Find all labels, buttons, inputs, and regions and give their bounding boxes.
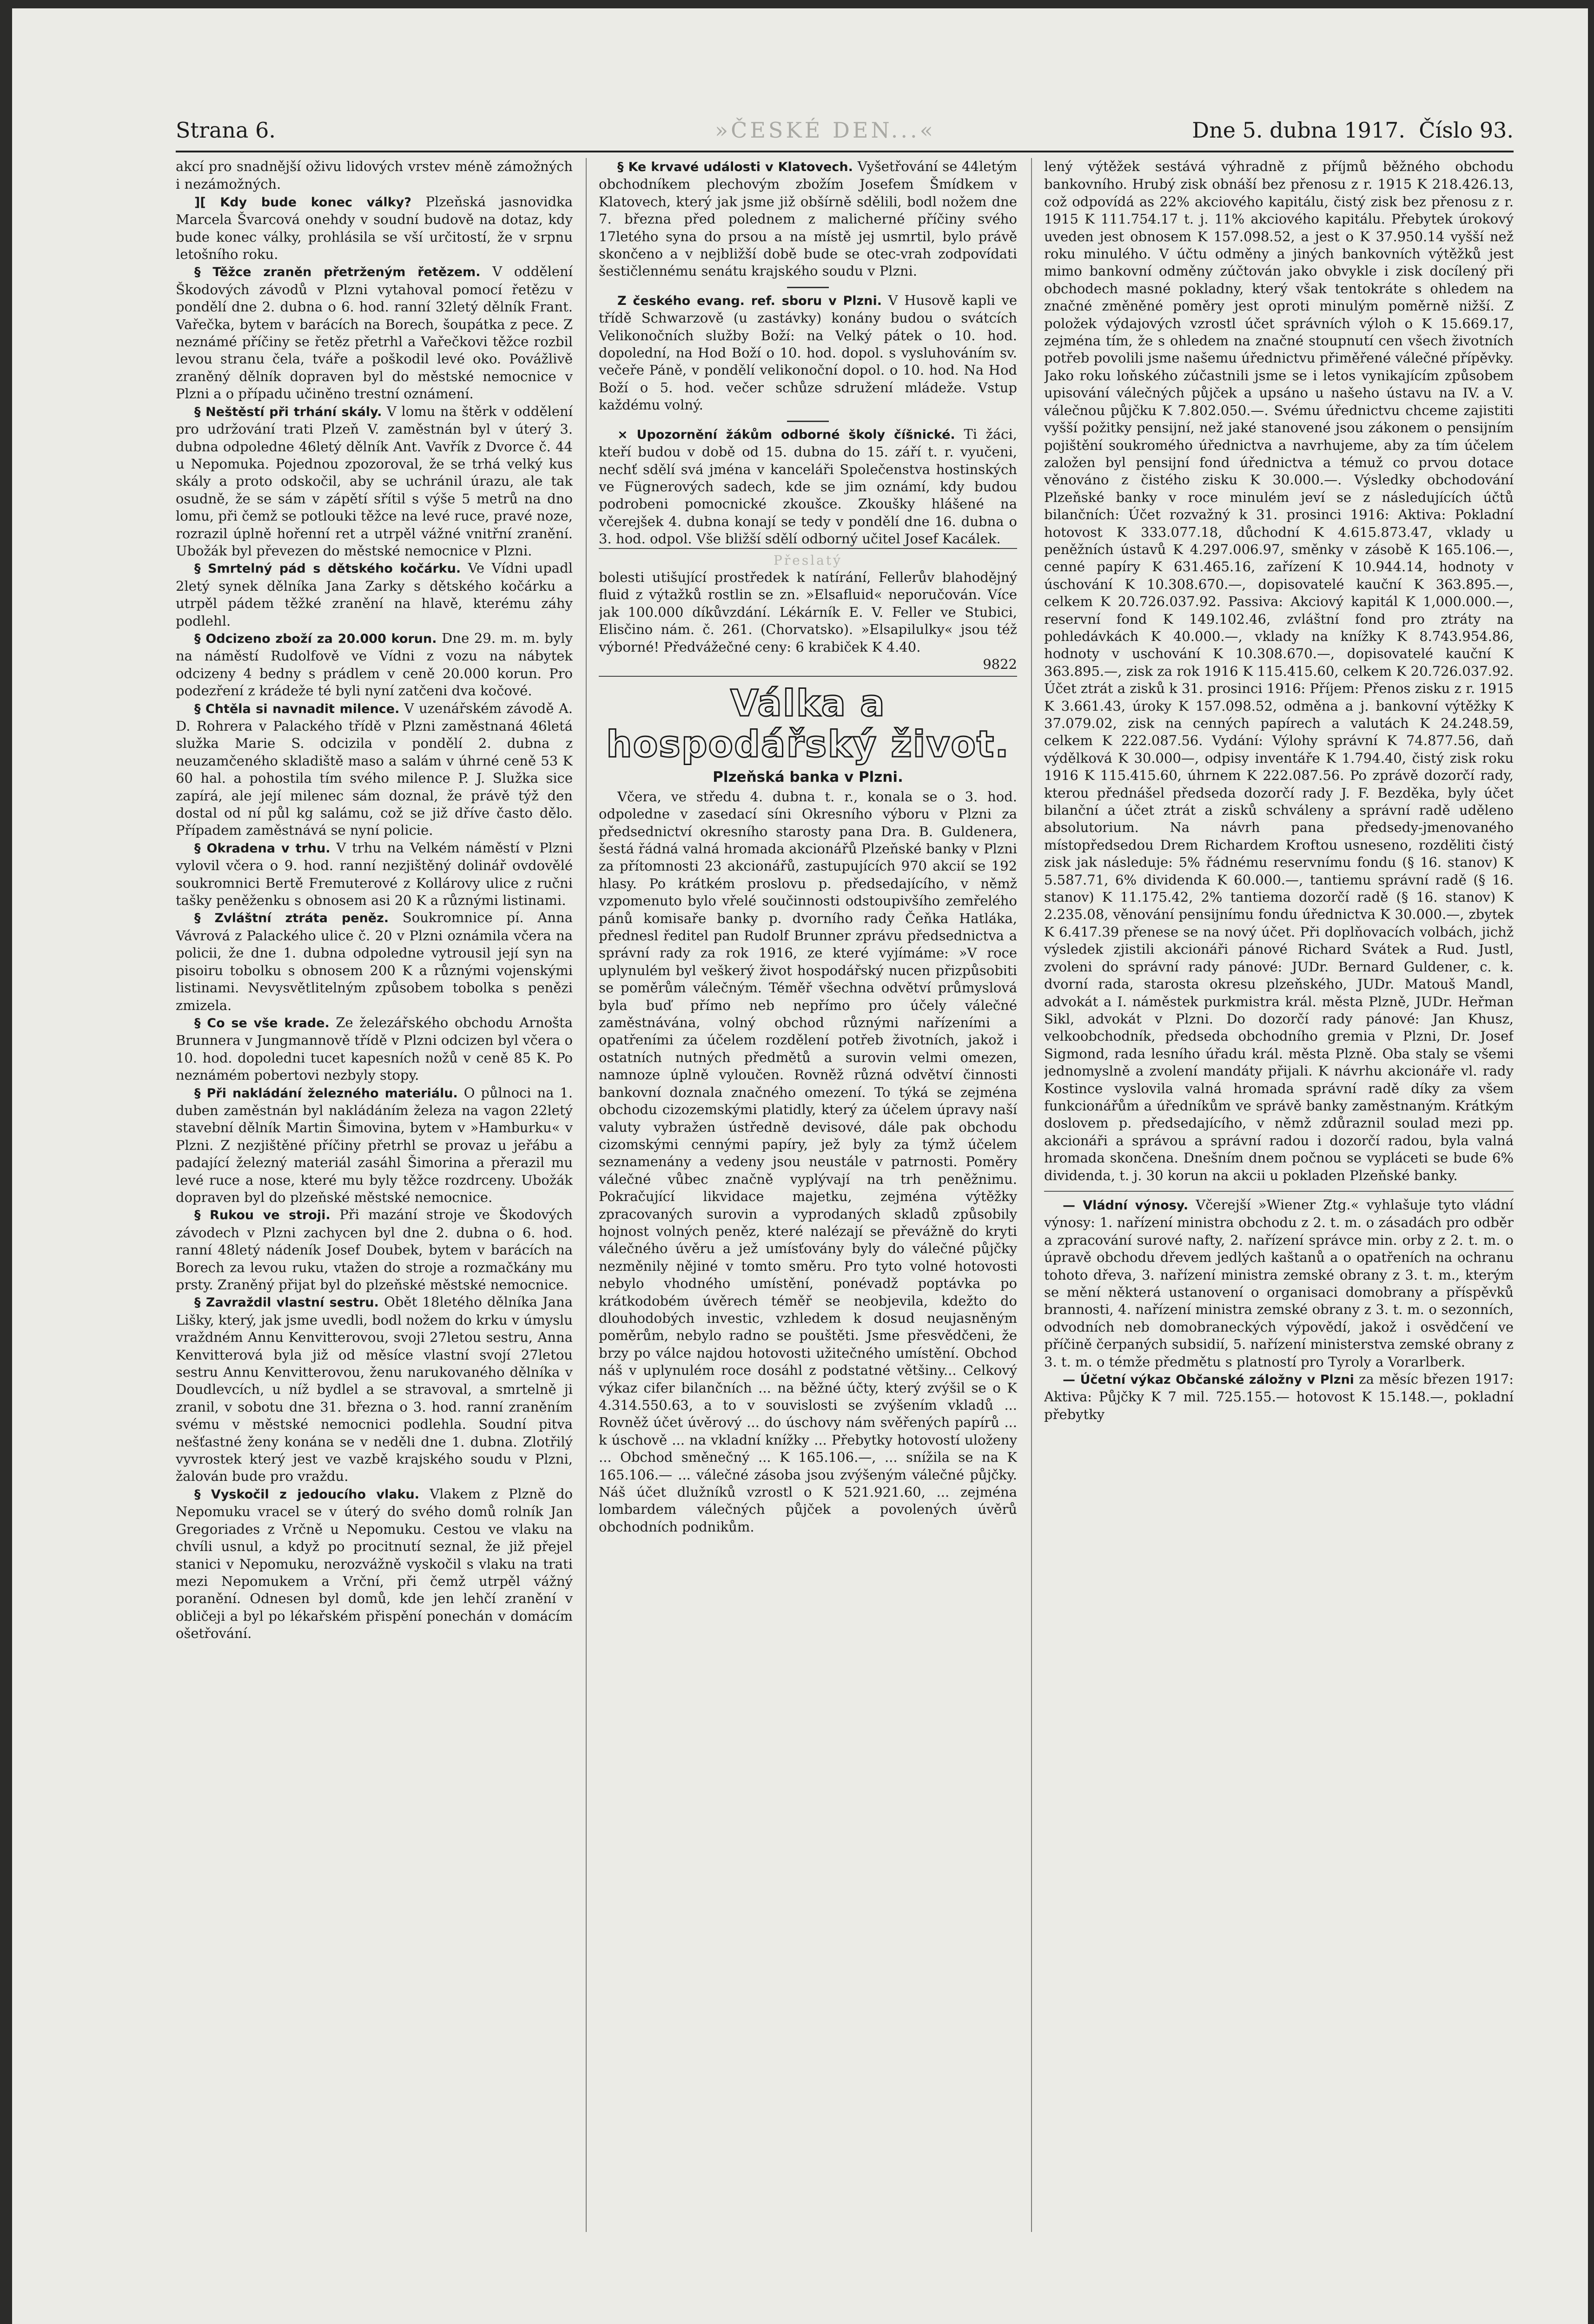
column-1 (176, 158, 573, 2232)
news-heading: § Zavraždil vlastní sestru. (194, 1295, 379, 1310)
news-item (176, 403, 573, 560)
news-body: Plzeňská jasnovidka Marcela Švarcová onehdy v soudní budově na dotaz, kdy bude konec války, prohlásila se vší určitostí, že v srpnu letošního roku. (176, 193, 573, 263)
news-heading: § Odcizeno zboží za 20.000 korun. (194, 631, 437, 646)
column-divider (586, 158, 587, 2232)
news-heading: § Vyskočil z jedoucího vlaku. (194, 1487, 420, 1502)
news-item (176, 193, 573, 264)
news-item (176, 630, 573, 700)
news-heading: § Ke krvavé události v Klatovech. (617, 160, 853, 174)
item-separator (1044, 1191, 1514, 1192)
news-heading: § Rukou ve stroji. (194, 1208, 331, 1223)
item-separator (787, 421, 829, 422)
news-item (176, 1014, 573, 1084)
news-heading: § Těžce zraněn přetrženým řetězem. (194, 265, 481, 280)
news-body: Dne 29. m. m. byly na náměstí Rudolfově ve Vídni z vozu na nábytek odcizeny 4 bedny s prádlem v ceně 20.000 korun. Pro podezření z krádeže té byli nyní zatčeni dva kočové. (176, 630, 573, 699)
news-item (176, 909, 573, 1014)
column-3 (1044, 158, 1514, 2232)
article-body: Včera, ve středu 4. dubna t. r., konala se o 3. hod. odpoledne v zasedací síni Okresního výboru v Plzni za předsednictví okresního starosty pana Dra. B. Guldenera, šestá řádná valná hromada akcionářů Plzeňské banky v Plzni za přítomnosti 23 akcionářů, zastupujících 970 akcií se 192 hlasy. Po krátkém proslovu p. předsedajícího, v němž vzpomenuto bylo vřelé součinnosti odstoupivšího zemřelého pánů komisaře banky p. dvorního rady Čeňka Hatláka, přednesl ředitel pan Rudolf Brunner zprávu předsednictva a správní rady za rok 1916, ze které vyjímáme: »V roce uplynulém byl veškerý život hospodářský nucen přizpůsobiti se poměrům válečným. Téměř všechna odvětví průmyslová byla buď přímo neb nepřímo pro účely válečné zaměstnávána, volný obchod různými nařízeními a opatřeními za účelem rozdělení potřeb životních, jakož i ostatních nutných předmětů a surovin velmi omezen, namnoze úplně vyloučen. Rovněž různá odvětví činnosti bankovní doznala značného omezení. To týká se zejména obchodu cizozemskými platidly, který za účelem úpravy naší valuty vybražen ústředně devisové, dále pak obchodu cizomskými cennými papíry, jež byly za týmž účelem seznamenány a vedeny jsou neustále v patrnosti. Poměry válečné vůbec značně vyplývají na trh peněžnimu. Pokračující likvidace majetku, zejména výtěžky zpracovaných surovin a vyprodaných skladů způsobily hojnost volných peněz, které nalézají se převážně do kryti válečného úvěru a jež umísťovány byly do válečné půjčky nezměnily nějiné v tomto směru. Pro tyto volné hotovosti nebylo vhodného umístění, ponévadž poptávka po krátkodobém úvěrech téměř se neobjevila, kdežto do dlouhodobých investic, vzhledem k dosud neujasněným poměrům, nebylo radno se pouštěti. Jsme přesvědčeni, že brzy po válce najdou hotovosti užitečného umístění. Obchod náš v uplynulém roce dosáhl z podstatné většiny... Celkový výkaz cifer bilančních ... na běžné účty, který zvýšil se o K 4.314.550.63, a to v souvislosti se zvýšením vkladů ... Rovněž účet úvěrový ... do úschovy nám svěřených papírů ... k úschově ... na vkladní knížky ... Přebytky hotovostí uloženy ... Obchod směnečný ... K 165.106.—, ... snížila se na K 165.106.— ... válečné zásoba jsou zvýšeným válečné půjčky. Náš účet dlužníků vzrostl o K 521.921.60, ... zejména lombardem válečných půjček a povolených úvěrů obchodních podnikům. (599, 788, 1017, 1535)
news-item (1044, 1371, 1514, 1423)
news-item (176, 700, 573, 839)
page-header (176, 112, 1514, 149)
news-body: Při mazání stroje ve Škodových závodech v Plzni zachycen byl dne 2. dubna o 6. hod. ranní 48letý nádeník Josef Doubek, bytem v barácích na Borech za levou ruku, vtažen do stroje a rozmačkány mu prsty. Zraněný přijat byl do plzeňské městské nemocnice. (176, 1207, 573, 1293)
news-body: Ti žáci, kteří budou v době od 15. dubna do 15. září t. r. vyučeni, nechť sdělí svá jména v kanceláři Společenstva hostinských ve Fügnerových sadech, kde se jim oznámí, kdy budou podrobeni pomocnické zkoušce. Zkoušky hlášené na včerejšek 4. dubna konají se tedy v pondělí dne 16. dubna o 3. hod. odpol. Vše bližší sdělí odborný učitel Josef Kacálek. (599, 426, 1017, 547)
news-body: V lomu na štěrk v oddělení pro udržování trati Plzeň V. zaměstnán byl v úterý 3. dubna odpoledne 46letý dělník Ant. Vavřík z Dvorce č. 44 u Nepomuka. Pojednou zpozoroval, že se trhá velký kus skály a proto odskočil, aby se uchránil úrazu, ale tak osudně, že se sám v zápětí sřítil s výše 5 metrů na dno lomu, při čemž se potlouki těžce na levé ruce, pravé noze, rozrazil úplně hořenní ret a utrpěl vážné vnitřní zranění. Ubožák byl převezen do městské nemocnice v Plzni. (176, 403, 573, 559)
news-item (599, 158, 1017, 280)
article-continuation (1044, 158, 1514, 1184)
news-heading: × Upozornění žákům odborné školy číšnické. (617, 427, 955, 442)
news-body: V trhu na Velkém náměstí v Plzni vylovil včera o 9. hod. ranní nezjištěný dolinář ovdovělé soukromnici Bertě Fremuterové z Kollárovy ulice z ručni tašky peněženku s obnosem asi 20 K a různými listinami. (176, 839, 573, 909)
news-heading: § Smrtelný pád s dětského kočárku. (194, 561, 461, 576)
news-heading: § Neštěstí při trhání skály. (194, 404, 382, 419)
news-heading: — Vládní výnosy. (1063, 1198, 1189, 1213)
issue-date: Dne 5. dubna 1917. (1192, 118, 1406, 143)
section-banner: Válka a hospodářský život. (606, 683, 1010, 766)
news-item (176, 1486, 573, 1643)
news-body: za měsíc březen 1917: Aktiva: Půjčky K 7 mil. 725.155.— hotovost K 15.148.—, pokladní přebytky (1044, 1371, 1514, 1422)
date-issue (1192, 112, 1514, 149)
news-heading: — Účetní výkaz Občanské záložny v Plzni (1063, 1373, 1354, 1387)
news-body: Vlakem z Plzně do Nepomuku vracel se v úterý do svého domů rolník Jan Gregoriades z Vrčně u Nepomuku. Cestou ve vlaku na chvíli usnul, a když po procitnutí seznal, že již přejel stanici v Nepomuku, nerozvážně vyskočil s vlaku na trati mezi Nepomukem a Vrční, při čemž utrpěl vážný poranění. Odnesen byl domů, kde jen lehčí zranění v obličeji a byl po lékařském přispění ponechán v domácím ošetřování. (176, 1486, 573, 1642)
ad-label: Přeslatý (774, 552, 842, 568)
news-item (176, 263, 573, 403)
issue-number: Číslo 93. (1419, 118, 1514, 143)
news-body: V uzenářském závodě A. D. Rohrera v Palackého třídě v Plzni zaměstnaná 46letá služka Marie S. odcizila v pondělí 2. dubna z neuzamčeného skladiště maso a salám v úhrné ceně 53 K 60 hal. a pohostila tím svého milence P. J. Služka sice zapírá, ale její milenec sám doznal, že právě týž den dostal od ní půl kg salámu, což se již dříve často dělo. Případem zaměstnává se nyní policie. (176, 700, 573, 838)
news-body: V Husově kapli ve třídě Schwarzově (u zastávky) konány budou o svátcích Velikonočních služby Boží: na Velký pátek o 10. hod. dopolední, na Hod Boží o 10. hod. dopol. s vysluhováním sv. večeře Páně, v pondělí velikonoční dopol. o 10. hod. Na Hod Boží o 5. hod. večer schůze sdružení mládeže. Vstup každému volný. (599, 292, 1017, 413)
news-body: Obět 18letého dělníka Jana Lišky, který, jak jsme uvedli, bodl nožem do krku v úmyslu vraždném Annu Kenvitterovou, svoji 27letou sestru, Anna Kenvitterová byla již od měsíce vlastní svojí 27letou sestru Annu Kenvitterovou, ženu narukovaného dělníka v Doudlevcích, u níž bydlel a se stravoval, a smrtelně ji zranil, v sobotu dne 31. března o 3. hod. ranní zraněním svému v městské nemocnici podlehla. Soudní pitva nešťastné ženy konána se v neděli dne 1. dubna. Zlotřilý vyvrostek který jest ve vazbě krajského soudu v Plzni, žalován bude pro vraždu. (176, 1294, 573, 1485)
news-heading: § Při nakládání železného materiálu. (194, 1086, 458, 1101)
news-item (176, 839, 573, 910)
item-separator (787, 287, 829, 288)
news-heading: § Co se vše krade. (194, 1016, 330, 1030)
news-body: Včerejší »Wiener Ztg.« vyhlašuje tyto vládní výnosy: 1. nařízení ministra obchodu z 2. t. m. o zásadách pro odběr a zpracování surové nafty, 2. nařízení správce min. orby z 2. t. m. o úpravě obchodu dřevem jedlých kaštanů a o opatřeních na ochranu tohoto dřeva, 3. nařízení ministra zemské obrany z 3. t. m., kterým se mění některá ustanovení o organisaci domobrany a příspěvků brannosti, 4. nařízení ministra zemské obrany z 3. t. m. o sezonních, odvodních neb domobraneckých výpovědí, jakož i osvědčení ve příčině čerpaných subsidií, 5. nařízení ministerstva zemské obrany z 3. t. m. o témže předmětu s platností pro Tyroly a Vorarlberk. (1044, 1196, 1514, 1370)
news-body: O půlnoci na 1. duben zaměstnán byl nakládáním železa na vagon 22letý stavební dělník Martin Šimovina, bytem v »Hamburku« v Plzni. Z nezjištěné příčiny přetrhl se provaz u jeřábu a padající železný materiál zasáhl Šimorina a přerazil mu levé ruce a nose, které mu byly těžce rozdrceny. Ubožák dopraven byl do plzeňské městské nemocnice. (176, 1084, 573, 1205)
ad-code: 9822 (983, 656, 1017, 672)
newspaper-page (12, 8, 1588, 2324)
header-rule (176, 151, 1514, 152)
page-number: Strana 6. (176, 118, 276, 143)
news-heading: § Zvláštní ztráta peněz. (194, 911, 389, 926)
news-body: lený výtěžek sestává výhradně z příjmů běžného obchodu bankovního. Hrubý zisk obnáší bez přenosu z r. 1915 K 218.426.13, což odpovídá as 22% akciového kapitálu, čistý zisk bez přenosu z r. 1915 K 111.754.17 t. j. 11% akciového kapitálu. Přebytek úrokový uveden jest obnosem K 157.098.52, a jest o K 37.950.14 vyšší než roku minulého. V účtu odměny a jiných bankovních výtěžků jest mimo bankovní odměny zúčtován jako obvykle i zisk docílený při obchodech masné pokladny, který však tentokráte s ohledem na značné změněné poměry jest oproti minulým poměrně nižší. Z položek výdajových vzrostl účet správních výloh o K 15.669.17, zejména tím, že s ohledem na značné stoupnutí cen všech životních potřeb povolili jsme našemu úřednictvu přiměřené válečné přípěvky. Jako roku loňského zúčastnili jsme se i letos vynikajícím způsobem upisování válečných půjček a upsáno u našeho ústavu na IV. a V. válečnou půjčku K 7.802.050.—. Svému úřednictvu chceme zajistiti vyšší požitky pensijní, než jaké stanovené jsou zákonem o pensijním pojištění soukromého úřednictva a navrhujeme, aby za tím účelem založen byl pensijní fond úřednictva a témuž co prvou dotace věnováno z čistého zisku K 30.000.—. Výsledky obchodování Plzeňské banky v roce minulém jeví se z následujících účtů bilančních: Účet rozvažný k 31. prosinci 1916: Aktiva: Pokladní hotovost K 333.077.18, důchodní K 4.615.873.47, vklady u peněžních ústavů K 4.297.006.97, směnky v zásobě K 165.106.—, cenné papíry K 631.465.16, zařízení K 10.944.14, hodnoty v úschování K 10.308.670.—, dopisovatelé kauční K 363.895.—, celkem K 20.726.037.92. Passiva: Akciový kapitál K 1,000.000.—, reservní fond K 149.102.46, zvláštní fond pro ztráty na pohledávkách K 40.000.—, vklady na knížky K 8.743.954.86, hodnoty v uschování K 10.308.670.—, dopisovatelé kauční K 363.895.—, zisk za rok 1916 K 115.415.60, celkem K 20.726.037.92. Účet ztrát a zisků k 31. prosinci 1916: Příjem: Přenos zisku z r. 1915 K 3.661.43, úroky K 157.098.52, odměna a j. bankovní výtěžky K 37.079.02, zisk na cenných papírech a valutách K 24.248.59, celkem K 222.087.56. Vydání: Výlohy správní K 74.877.56, daň výdělková K 30.000—, odpisy inventáře K 1.794.40, čistý zisk roku 1916 K 115.415.60, úhrnem K 222.087.56. Po zprávě dozorčí rady, kterou přednášel předseda dozorčí rady J. F. Bezděka, byly účet bilanční a účet ztrát a zisků schváleny a správní radě uděleno absolutorium. Na návrh pana předsedy-jmenovaného místopředsedou Drem Richardem Kroftou usneseno, rozděliti čistý zisk jak následuje: 5% řádnému reservnímu fondu (§ 16. stanov) K 5.587.71, 6% dividenda K 60.000.—, tantiemu správní radě (§ 16. stanov) K 11.175.42, 2% tantiema dozorčí radě (§ 16. stanov) K 2.235.08, věnování pensijnímu fondu úřednictva K 30.000.—, zbytek K 6.417.39 přenese se na nový účet. Při doplňovacích volbách, jichž výsledek zjistili akcionáři pánové Richard Svátek a Rud. Justl, zvoleni do správní rady pánové: JUDr. Bernard Guldener, c. k. dvorní rada, starosta okresu plzeňského, JUDr. Matouš Mandl, advokát a I. náměstek purkmistra král. města Plzně, JUDr. Heřman Sikl, advokát v Plzni. Do dozorčí rady pánové: Jan Khusz, velkoobchodník, předseda obchodního gremia v Plzni, Dr. Josef Sigmond, rada lesního úřadu král. města Plzně. Oba staly se všemi jednomyslně a zvolení mandáty přijali. K návrhu akcionáře vl. rady Kostince vyslovila valná hromada správní radě díky za všem funkcionářům a úředníkům ve správě banky zaměstnaným. Krátkým doslovem p. předsedajícího, v němž zdůraznil soulad mezi pp. akcionáři a správou a správní radou i dozorčí radou, byla valná hromada skončena. Dnešním dnem počnou se vypláceti se bude 6% dividenda, t. j. 30 korun na akcii u pokladen Plzeňské banky. (1044, 158, 1514, 1183)
column-2 (599, 158, 1017, 2232)
news-item (176, 1294, 573, 1485)
news-body: Vyšetřování se 44letým obchodníkem plechovým zbožím Josefem Šmídkem v Klatovech, který jak jsme již obšírně sdělili, bodl nožem dne 7. března před polednem z malicherné příčiny svého 17letého syna do prsou a na místě jej usmrtil, bylo právě skončeno a v nejbližší době bude se otec-vrah zodpovídati šestičlennému senátu krajského soudu v Plzni. (599, 158, 1017, 279)
news-item (176, 158, 573, 193)
column-divider (1031, 158, 1032, 2232)
ad-text: bolesti utišující prostředek k natírání, Fellerův blahodějný fluid z výtažků rostlin se zn. »Elsafluid« neporučován. Více jak 100.000 díkůvzdání. Lékárník E. V. Feller ve Stubici, Elisčino nám. č. 261. (Chorvatsko). »Elsapilulky« jsou též výborné! Předvážečné ceny: 6 krabiček K 4.40. (599, 569, 1017, 655)
news-heading: Z českého evang. ref. sboru v Plzni. (617, 293, 882, 308)
news-body: Ze železářského obchodu Arnošta Brunnera v Jungmannově třídě v Plzni odcizen byl včera o 10. hod. dopoledni tucet kapesních nožů v ceně 85 K. Po neznámém pobertovi nezbyly stopy. (176, 1014, 573, 1083)
news-body: Soukromnice pí. Anna Vávrová z Palackého ulice č. 20 v Plzni oznámila včera na policii, že dne 1. dubna odpoledne vytrousil její syn na pisoiru tobolku s obnosem 200 K a různými vojenskými listinami. Nevysvětlitelným způsobem tobolka s penězi zmizela. (176, 910, 573, 1013)
news-body: Ve Vídni upadl 2letý synek dělníka Jana Zarky s dětského kočárku a utrpěl pádem těžké zranění na hlavě, kterému záhy podlehl. (176, 560, 573, 629)
advertisement (599, 548, 1017, 677)
news-item (599, 292, 1017, 414)
masthead: »ČESKÉ DEN...« (715, 118, 936, 143)
news-item (176, 1206, 573, 1294)
news-item (599, 426, 1017, 548)
news-item (1044, 1196, 1514, 1371)
article-headline: Plzeňská banka v Plzni. (713, 769, 903, 786)
news-heading: § Chtěla si navnadit milence. (194, 701, 400, 716)
news-body: akcí pro snadnější oživu lidových vrstev méně zámožných i nezámožných. (176, 158, 573, 192)
news-item (176, 560, 573, 630)
news-heading: ][ Kdy bude konec války? (194, 195, 411, 210)
news-item (176, 1084, 573, 1207)
news-heading: § Okradena v trhu. (194, 841, 331, 856)
news-body: V oddělení Škodových závodů v Plzni vytahoval pomocí řetězu v pondělí dne 2. dubna o 6. hod. ranní 32letý dělník Frant. Vařečka, bytem v barácích na Borech, šoupátka z pece. Z neznámé příčiny se řetěz přetrhl a Vařečkovi těžce rozbil levou stranu čela, tváře a poškodil levé oko. Povážlivě zraněný dělník dopraven byl do městské nemocnice v Plzni a o případu učiněno trestní oznámení. (176, 264, 573, 402)
